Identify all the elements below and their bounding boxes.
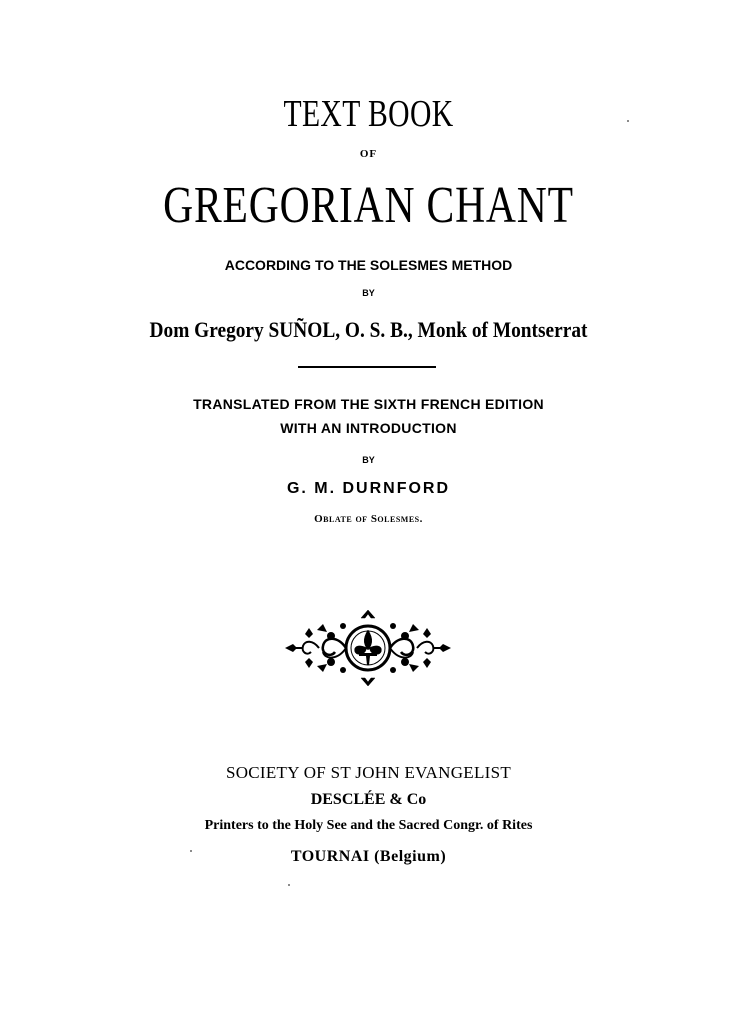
title-of: OF: [359, 148, 378, 160]
divider-rule: [298, 366, 436, 368]
author-line: Dom Gregory SUÑOL, O. S. B., Monk of Montserrat: [149, 317, 588, 342]
by-label-author: BY: [362, 288, 375, 298]
imprint-society: SOCIETY OF ST JOHN EVANGELIST: [225, 763, 512, 782]
translator-title: Oblate of Solesmes.: [314, 513, 423, 525]
by-label-translator: BY: [362, 455, 375, 465]
introduction-note: WITH AN INTRODUCTION: [280, 420, 457, 436]
title-line-1: TEXT BOOK: [283, 93, 454, 135]
paper-speck: [627, 120, 629, 122]
paper-speck: [288, 884, 290, 886]
title-line-2: GREGORIAN CHANT: [163, 177, 574, 234]
paper-speck: [190, 850, 192, 852]
imprint-publisher: DESCLÉE & Co: [310, 791, 427, 808]
translation-note: TRANSLATED FROM THE SIXTH FRENCH EDITION: [193, 396, 544, 412]
imprint-printers: Printers to the Holy See and the Sacred Congr. of Rites: [204, 818, 533, 833]
imprint-city: TOURNAI (Belgium): [290, 848, 447, 865]
fleur-de-lis-ornament-icon: [283, 608, 453, 688]
translator-name: G. M. DURNFORD: [286, 480, 451, 497]
subtitle-method: ACCORDING TO THE SOLESMES METHOD: [224, 257, 513, 273]
